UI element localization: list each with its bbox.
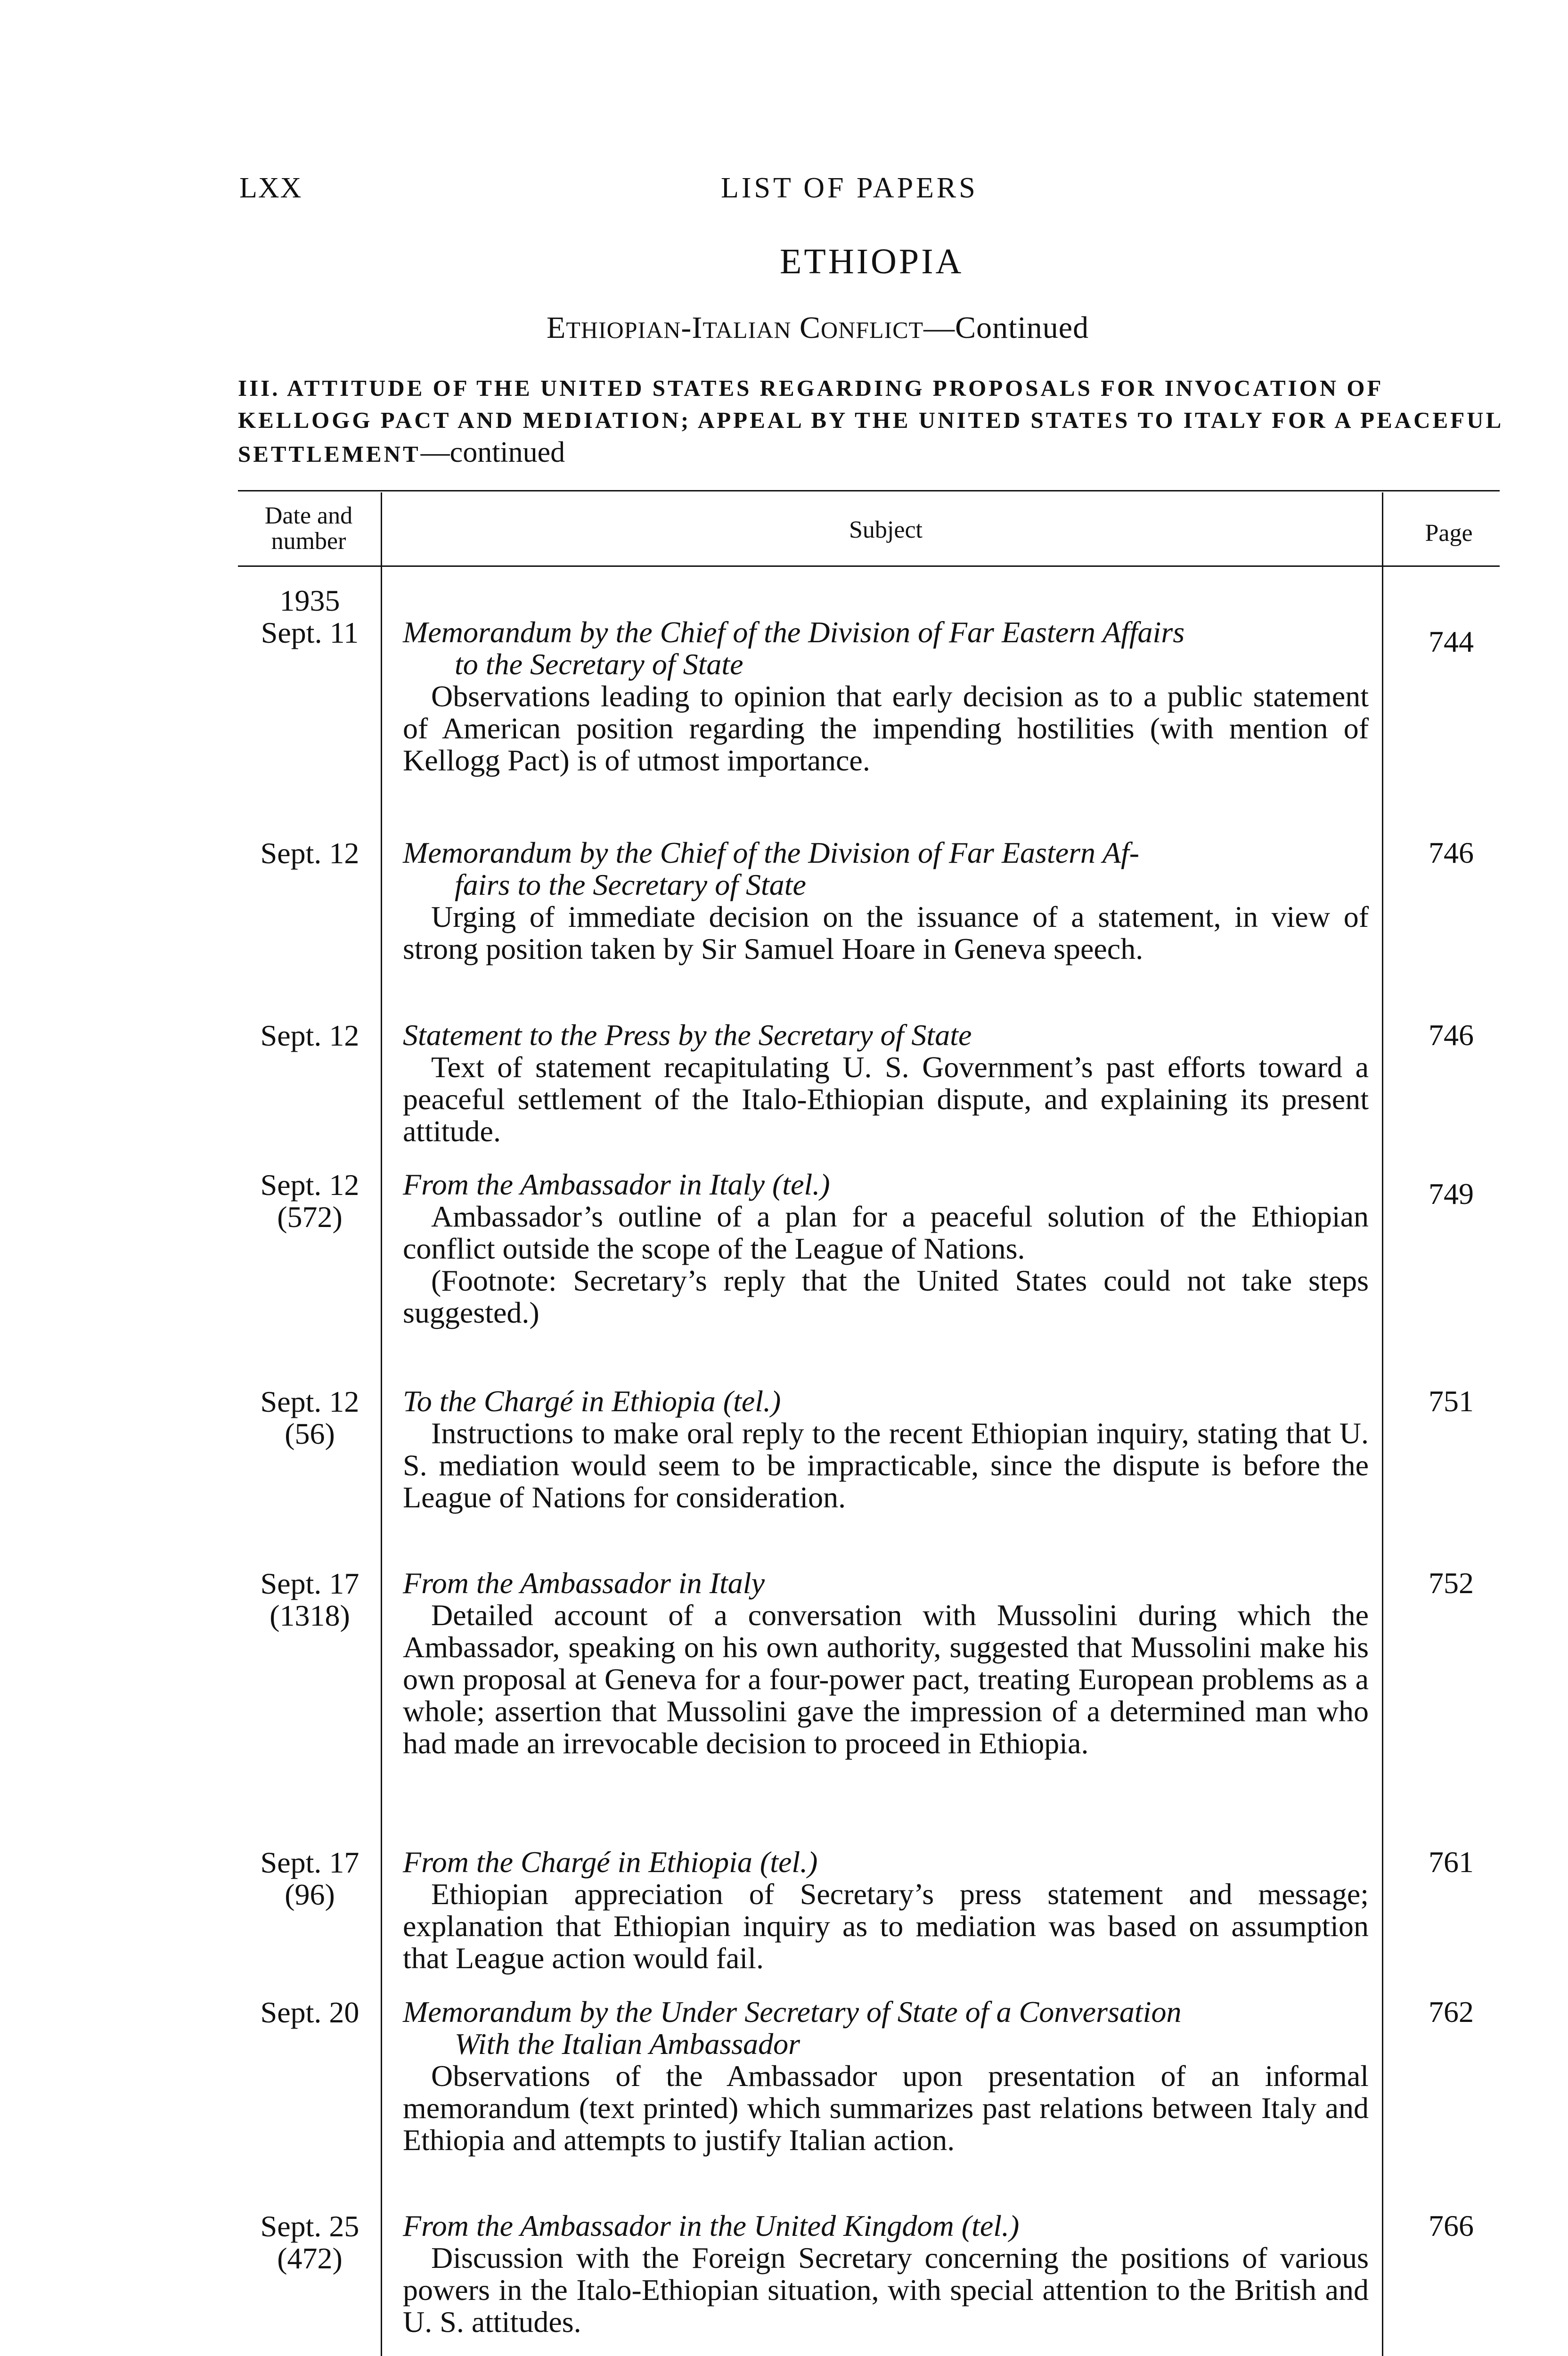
- entry-description: Observations of the Ambassador upon presentation of an informal memorandum (text printed) which summarizes past relations between Italy and Ethiopia and attempts to justify Italian action.: [403, 2059, 1369, 2157]
- entry-description: Observations leading to opinion that early decision as to a public statement of American position regarding the impending hostilities (with mention of Kellogg Pact) is of utmost importance.: [403, 679, 1369, 777]
- entry-description: Instructions to make oral reply to the recent Ethiopian inquiry, stating that U. S. mediation would seem to be impracticable, since the dispute is before the League of Nations for consideration.: [403, 1416, 1369, 1514]
- entry-number: (1318): [270, 1599, 350, 1632]
- entry-title: Memorandum by the Chief of the Division of Far Eastern Af-: [403, 836, 1140, 869]
- entry-date: Sept. 20: [260, 1996, 359, 2029]
- conflict-subheading: ETHIOPIAN-ITALIAN CONFLICT—Continued: [547, 311, 1089, 345]
- entry-date: Sept. 12: [260, 1385, 359, 1418]
- entry-page: 749: [1429, 1177, 1474, 1211]
- entry-description: Text of statement recapitulating U. S. Government’s past efforts toward a peaceful settlement of the Italo-Ethiopian dispute, and explaining its present attitude.: [403, 1050, 1369, 1148]
- column-header-subject: Subject: [849, 516, 923, 543]
- entry-subject: [403, 837, 1369, 965]
- entry-title-continued: fairs to the Secretary of State: [455, 868, 806, 901]
- entry-description: Discussion with the Foreign Secretary concerning the positions of various powers in the Italo-Ethiopian situation, with special attention to the British and U. S. attitudes.: [403, 2241, 1369, 2339]
- section-heading: [238, 372, 1503, 470]
- entry-description: Detailed account of a conversation with Mussolini during which the Ambassador, speaking on his own authority, suggested that Mussolini make his own proposal at Geneva for a four-power pact, treating European problems as a whole; assertion that Mussolini gave the impression of a determined man who had made an irrevocable decision to proceed in Ethiopia.: [403, 1598, 1369, 1760]
- entry-description: Ethiopian appreciation of Secretary’s press statement and message; explanation that Ethiopian inquiry as to mediation was based on assumption that League action would fail.: [403, 1877, 1369, 1975]
- entry-subject: [403, 1996, 1369, 2156]
- section-heading-text: III. ATTITUDE OF THE UNITED STATES REGARDING PROPOSALS FOR INVOCATION OF KELLOGG PACT AND MEDIATION; APPEAL BY THE UNITED STATES TO ITALY FOR A PEACEFUL SETTLEMENT: [238, 375, 1503, 467]
- entry-number: (472): [277, 2241, 343, 2275]
- country-heading: ETHIOPIA: [780, 242, 964, 281]
- entry-title: Statement to the Press by the Secretary of State: [403, 1018, 972, 1052]
- entry-subject: [403, 1019, 1369, 1147]
- year-label: 1935: [279, 584, 340, 617]
- entry-description: Urging of immediate decision on the issuance of a statement, in view of strong position taken by Sir Samuel Hoare in Geneva speech.: [403, 900, 1369, 965]
- column-header-page: Page: [1425, 520, 1473, 547]
- entry-page: 746: [1429, 1018, 1474, 1052]
- entry-footnote: (Footnote: Secretary’s reply that the United States could not take steps suggested.): [403, 1264, 1369, 1329]
- entry-date: Sept. 11: [261, 616, 359, 649]
- entry-page: 762: [1429, 1995, 1474, 2029]
- entry-title: From the Chargé in Ethiopia (tel.): [403, 1845, 818, 1879]
- entry-title: From the Ambassador in Italy (tel.): [403, 1168, 830, 1201]
- entry-title: From the Ambassador in Italy: [403, 1566, 765, 1600]
- entry-title-continued: With the Italian Ambassador: [455, 2027, 800, 2061]
- entry-title-continued: to the Secretary of State: [455, 647, 743, 681]
- entry-subject: [403, 1385, 1369, 1513]
- entry-title: To the Chargé in Ethiopia (tel.): [403, 1384, 781, 1418]
- entry-date: Sept. 12: [260, 836, 359, 870]
- entry-number: (572): [277, 1200, 343, 1234]
- column-header-date: Date and number: [264, 502, 353, 555]
- running-title: LIST OF PAPERS: [721, 172, 978, 204]
- entry-page: 744: [1429, 625, 1474, 658]
- entry-date: Sept. 12: [260, 1168, 359, 1202]
- entry-number: (96): [285, 1878, 335, 1911]
- entry-date: Sept. 25: [260, 2209, 359, 2243]
- entry-number: (56): [285, 1417, 335, 1450]
- table-top-rule: [238, 490, 1500, 491]
- entry-title: Memorandum by the Under Secretary of State of a Conversation: [403, 1995, 1182, 2029]
- entry-page: 751: [1429, 1384, 1474, 1418]
- entry-subject: [403, 1567, 1369, 1759]
- entry-subject: [403, 1169, 1369, 1329]
- page-number: LXX: [239, 172, 302, 204]
- table-header-bottom-rule: [238, 565, 1500, 567]
- entry-date: Sept. 12: [260, 1019, 359, 1052]
- entry-page: 746: [1429, 836, 1474, 869]
- page-column-divider: [1382, 492, 1383, 2356]
- entry-title: Memorandum by the Chief of the Division of Far Eastern Affairs: [403, 615, 1185, 649]
- entry-subject: [403, 616, 1369, 777]
- entry-subject: [403, 1846, 1369, 1974]
- entry-date: Sept. 17: [260, 1846, 359, 1879]
- entry-page: 766: [1429, 2209, 1474, 2242]
- entry-page: 752: [1429, 1566, 1474, 1600]
- section-continued: —continued: [420, 436, 565, 468]
- entry-subject: [403, 2210, 1369, 2338]
- entry-page: 761: [1429, 1845, 1474, 1879]
- entry-description: Ambassador’s outline of a plan for a peaceful solution of the Ethiopian conflict outside the scope of the League of Nations.: [403, 1200, 1369, 1265]
- entry-date: Sept. 17: [260, 1567, 359, 1600]
- entry-title: From the Ambassador in the United Kingdom (tel.): [403, 2209, 1020, 2242]
